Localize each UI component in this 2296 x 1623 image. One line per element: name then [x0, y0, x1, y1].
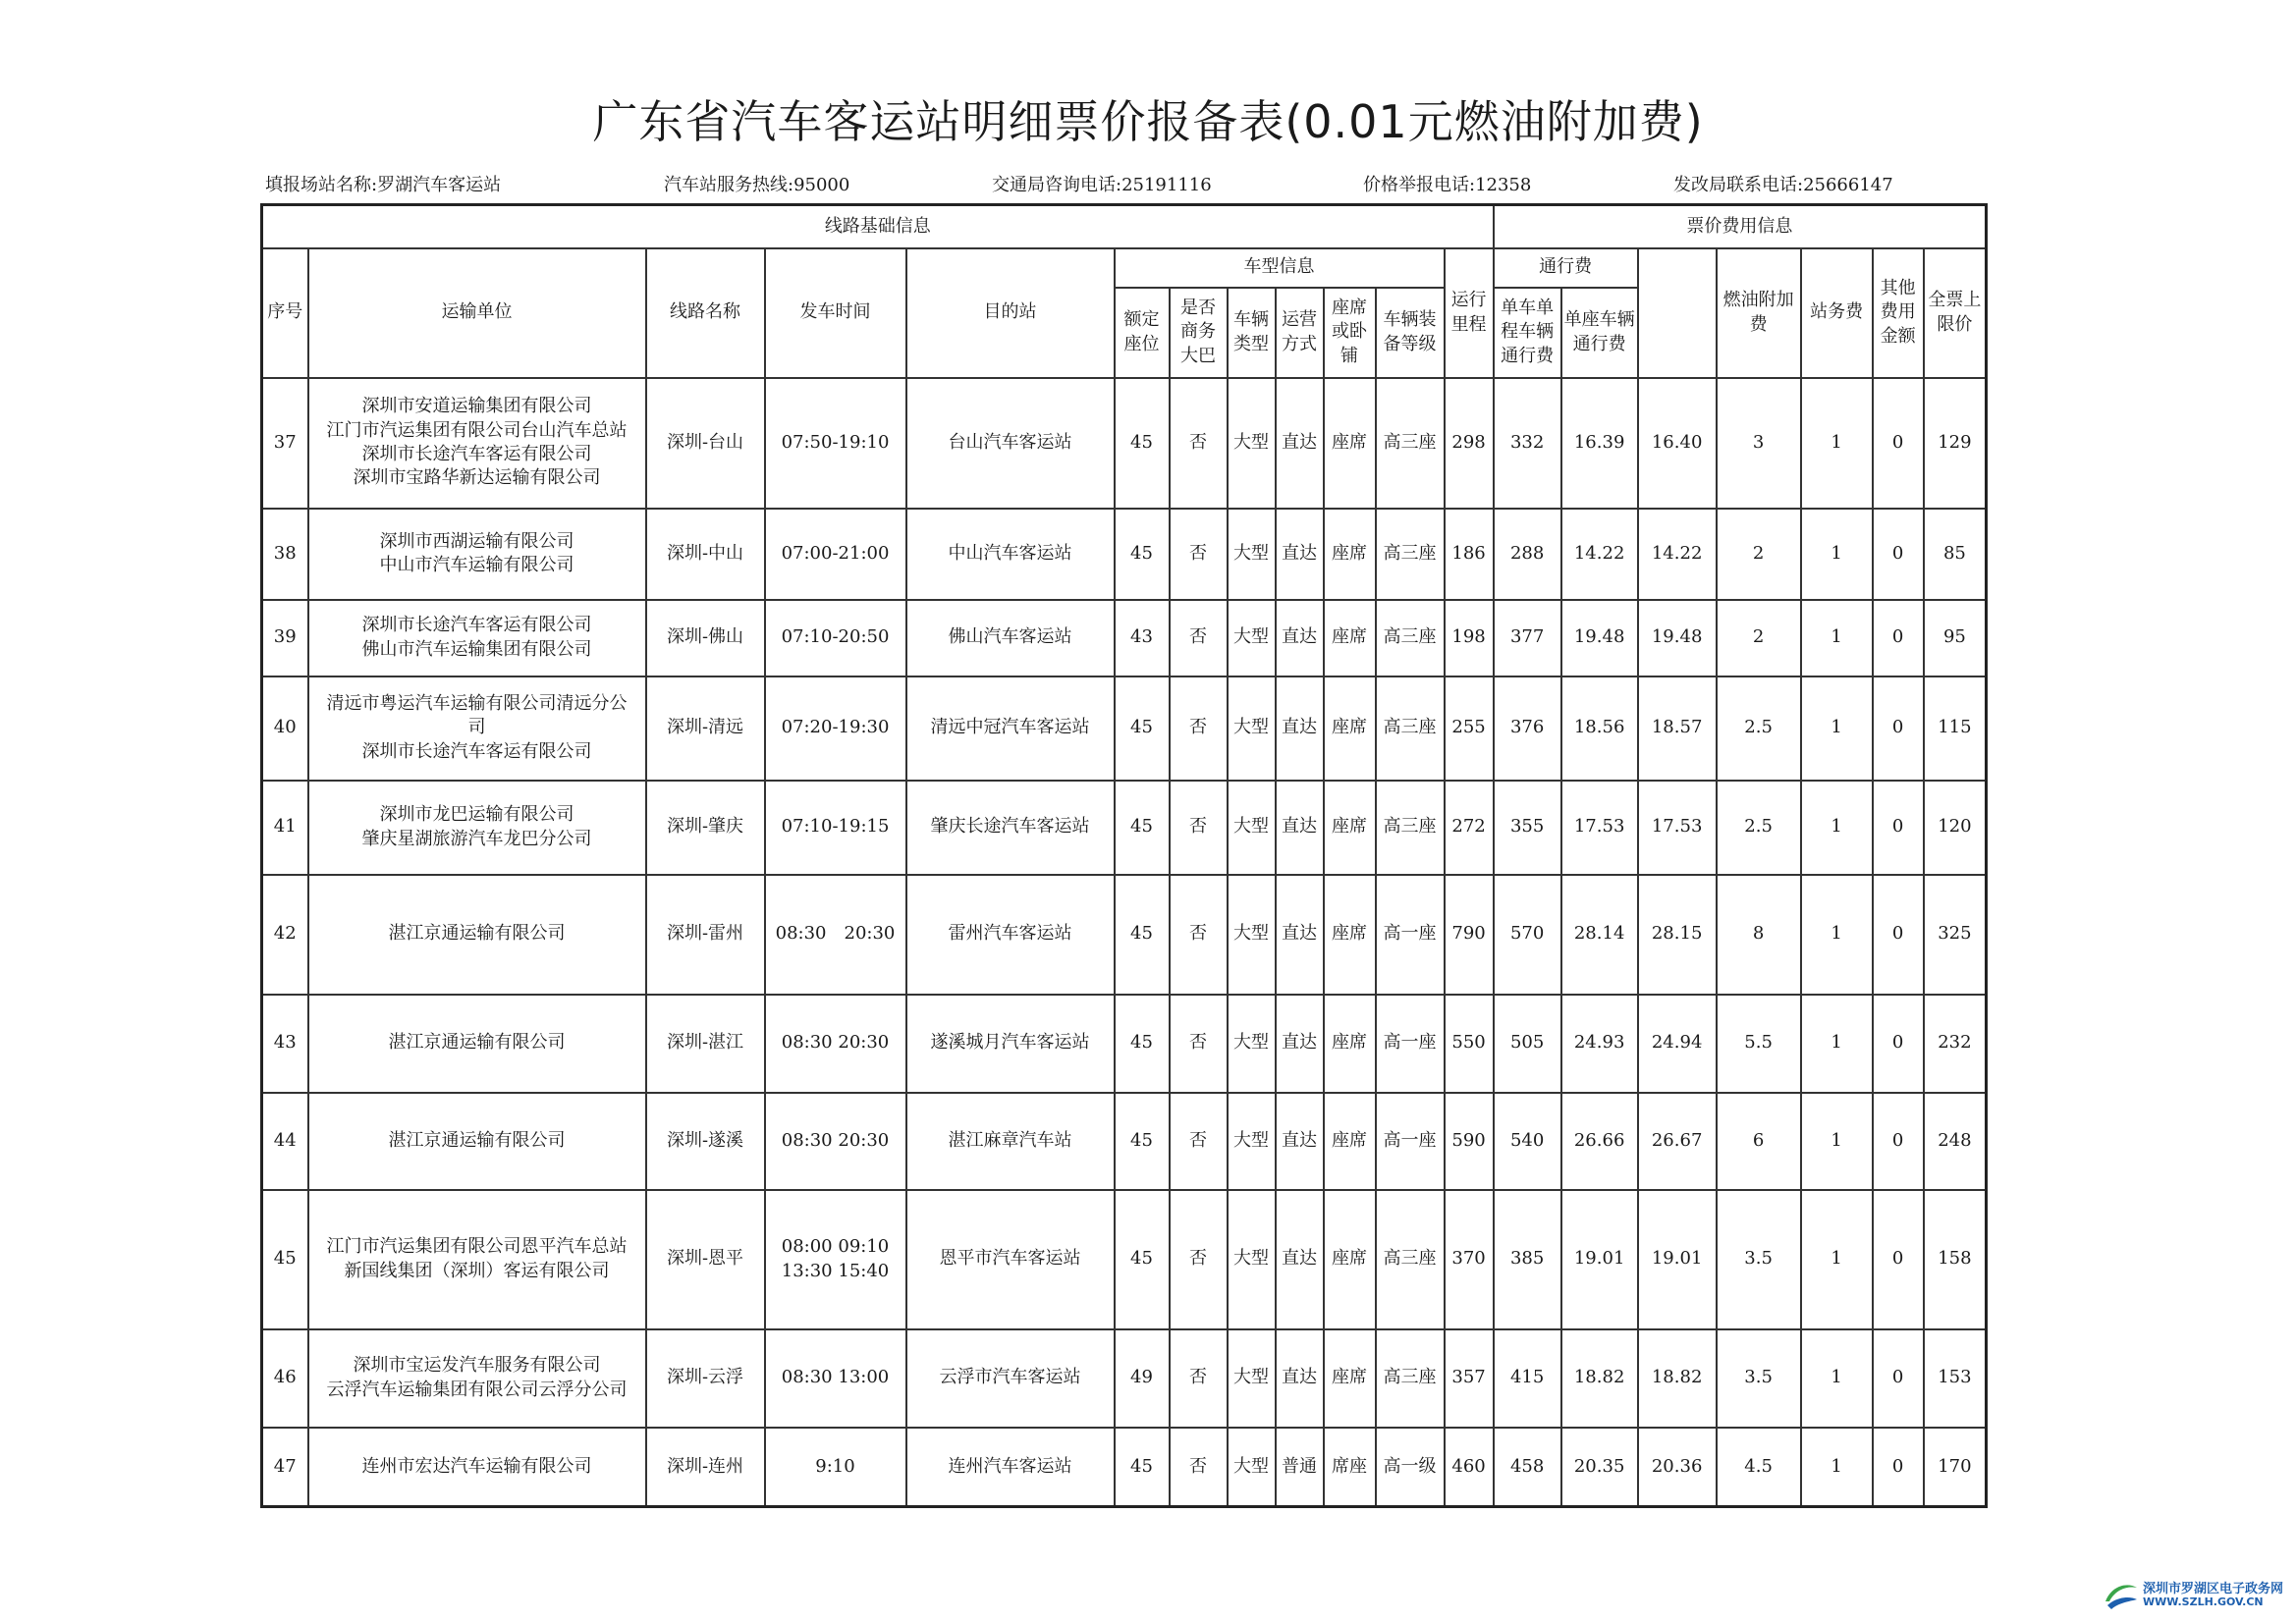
depart-time-cell	[765, 1093, 906, 1190]
other-fee-cell: 0	[1873, 509, 1924, 600]
depart-time-cell	[765, 1190, 906, 1329]
depart-time-cell	[765, 600, 906, 676]
company-cell	[308, 1329, 646, 1428]
toll-vehicle-cell: 505	[1494, 995, 1561, 1093]
full-fare-cell: 120	[1924, 781, 1987, 875]
station-fee-cell: 1	[1801, 781, 1873, 875]
seat-berth-cell: 座席	[1324, 875, 1376, 995]
mileage-cell: 370	[1445, 1190, 1494, 1329]
station-fee-header: 站务费	[1801, 248, 1873, 378]
operation-cell: 普通	[1276, 1428, 1324, 1507]
cell-line: 湛江京通运输有限公司	[388, 1032, 566, 1054]
seat-berth-cell: 座席	[1324, 781, 1376, 875]
seq-cell: 44	[262, 1093, 308, 1190]
seq-cell: 37	[262, 378, 308, 509]
cell-line: 深圳市安道运输集团有限公司	[361, 396, 592, 417]
cell-line: 07:10-19:15	[781, 816, 890, 838]
toll-vehicle-cell: 540	[1494, 1093, 1561, 1190]
toll-extra-cell: 28.15	[1638, 875, 1717, 995]
cell-line: 中山市汽车运输有限公司	[379, 555, 574, 575]
mileage-cell: 298	[1445, 378, 1494, 509]
toll-extra-cell: 18.57	[1638, 676, 1717, 781]
other-fee-cell: 0	[1873, 378, 1924, 509]
fuel-header: 燃油附加费	[1717, 248, 1801, 378]
cell-line: 云浮汽车运输集团有限公司云浮分公司	[326, 1379, 628, 1400]
depart-time-cell	[765, 509, 906, 600]
cell-line: 深圳市西湖运输有限公司	[379, 530, 574, 552]
destination-cell: 恩平市汽车客运站	[906, 1190, 1115, 1329]
cell-line: 08:00 09:10	[781, 1236, 890, 1258]
fuel-surcharge-cell: 5.5	[1717, 995, 1801, 1093]
toll-seat-cell: 17.53	[1561, 781, 1638, 875]
toll-extra-cell: 17.53	[1638, 781, 1717, 875]
toll-vehicle-cell: 377	[1494, 600, 1561, 676]
rated-seats-cell: 45	[1115, 1190, 1170, 1329]
rated-seats-cell: 45	[1115, 781, 1170, 875]
cell-line: 08:30 20:30	[781, 1032, 890, 1054]
vehicle-type-cell: 大型	[1228, 1428, 1276, 1507]
vehicle-type-cell: 大型	[1228, 1190, 1276, 1329]
seq-cell: 39	[262, 600, 308, 676]
full-fare-cell: 232	[1924, 995, 1987, 1093]
page-title: 广东省汽车客运站明细票价报备表(0.01元燃油附加费)	[592, 95, 1704, 148]
route-cell: 深圳-湛江	[646, 995, 765, 1093]
grade-cell: 高三座	[1376, 1190, 1445, 1329]
seq-cell: 46	[262, 1329, 308, 1428]
cell-line: 08:30 20:30	[781, 1129, 890, 1151]
destination-cell: 清远中冠汽车客运站	[906, 676, 1115, 781]
rated-seats-header: 额定座位	[1115, 288, 1170, 378]
logo-text-cn: 深圳市罗湖区电子政务网	[2143, 1582, 2284, 1596]
company-cell	[308, 1093, 646, 1190]
business-bus-cell: 否	[1170, 875, 1228, 995]
grade-cell: 高三座	[1376, 676, 1445, 781]
fuel-surcharge-cell: 4.5	[1717, 1428, 1801, 1507]
route-cell: 深圳-清远	[646, 676, 765, 781]
rated-seats-cell: 45	[1115, 995, 1170, 1093]
cell-line: 深圳市长途汽车客运有限公司	[361, 615, 592, 636]
toll-vehicle-cell: 415	[1494, 1329, 1561, 1428]
route-cell: 深圳-雷州	[646, 875, 765, 995]
mileage-cell: 550	[1445, 995, 1494, 1093]
depart-time-cell	[765, 781, 906, 875]
business-bus-cell: 否	[1170, 1093, 1228, 1190]
hotline-info: 汽车站服务热线:95000	[664, 175, 850, 195]
depart-time-cell	[765, 995, 906, 1093]
seat-berth-cell: 座席	[1324, 509, 1376, 600]
toll-seat-cell: 18.82	[1561, 1329, 1638, 1428]
toll-extra-cell: 19.01	[1638, 1190, 1717, 1329]
full-fare-cell: 153	[1924, 1329, 1987, 1428]
seq-cell: 45	[262, 1190, 308, 1329]
cell-line: 司	[467, 717, 486, 738]
route-header: 线路名称	[646, 248, 765, 378]
mileage-cell: 198	[1445, 600, 1494, 676]
route-cell: 深圳-肇庆	[646, 781, 765, 875]
cell-line: 肇庆星湖旅游汽车龙巴分公司	[361, 828, 592, 849]
grade-cell: 高三座	[1376, 378, 1445, 509]
grade-cell: 高一座	[1376, 995, 1445, 1093]
other-fee-cell: 0	[1873, 676, 1924, 781]
operation-cell: 直达	[1276, 509, 1324, 600]
grade-cell: 高一级	[1376, 1428, 1445, 1507]
cell-line: 清远市粤运汽车运输有限公司清远分公	[326, 693, 628, 715]
operation-cell: 直达	[1276, 781, 1324, 875]
business-bus-cell: 否	[1170, 509, 1228, 600]
grade-cell: 高三座	[1376, 1329, 1445, 1428]
destination-cell: 台山汽车客运站	[906, 378, 1115, 509]
toll-seat-cell: 19.01	[1561, 1190, 1638, 1329]
full-fare-cell: 129	[1924, 378, 1987, 509]
toll-vehicle-cell: 458	[1494, 1428, 1561, 1507]
cell-line: 佛山市汽车运输集团有限公司	[361, 638, 592, 660]
seq-cell: 41	[262, 781, 308, 875]
company-cell	[308, 378, 646, 509]
company-cell	[308, 1428, 646, 1507]
grade-cell: 高一座	[1376, 875, 1445, 995]
vehicle-type-cell: 大型	[1228, 676, 1276, 781]
grade-cell: 高三座	[1376, 509, 1445, 600]
full-fare-cell: 170	[1924, 1428, 1987, 1507]
fare-table	[260, 203, 1988, 1508]
toll-seat-cell: 26.66	[1561, 1093, 1638, 1190]
vehicle-type-cell: 大型	[1228, 378, 1276, 509]
seat-berth-header: 座席或卧铺	[1324, 288, 1376, 378]
operation-header: 运营方式	[1276, 288, 1324, 378]
vehicle-type-cell: 大型	[1228, 1329, 1276, 1428]
depart-time-cell	[765, 378, 906, 509]
mileage-cell: 272	[1445, 781, 1494, 875]
toll-seat-cell: 24.93	[1561, 995, 1638, 1093]
route-cell: 深圳-佛山	[646, 600, 765, 676]
rated-seats-cell: 45	[1115, 676, 1170, 781]
cell-line: 连州市宏达汽车运输有限公司	[361, 1455, 592, 1477]
cell-line: 08:30 13:00	[781, 1367, 890, 1388]
cell-line: 江门市汽运集团有限公司台山汽车总站	[326, 419, 628, 441]
rated-seats-cell: 43	[1115, 600, 1170, 676]
toll-extra-cell: 26.67	[1638, 1093, 1717, 1190]
seq-header: 序号	[262, 248, 308, 378]
rated-seats-cell: 49	[1115, 1329, 1170, 1428]
fuel-surcharge-cell: 3	[1717, 378, 1801, 509]
fuel-surcharge-cell: 2	[1717, 509, 1801, 600]
operation-cell: 直达	[1276, 995, 1324, 1093]
toll-vehicle-header: 单车单程车辆通行费	[1494, 288, 1561, 378]
full-fare-header: 全票上限价	[1924, 248, 1987, 378]
fuel-surcharge-cell: 6	[1717, 1093, 1801, 1190]
toll-seat-cell: 20.35	[1561, 1428, 1638, 1507]
rated-seats-cell: 45	[1115, 378, 1170, 509]
toll-seat-cell: 14.22	[1561, 509, 1638, 600]
seq-cell: 40	[262, 676, 308, 781]
business-bus-cell: 否	[1170, 676, 1228, 781]
station-fee-cell: 1	[1801, 1190, 1873, 1329]
vehicle-group-header: 车型信息	[1115, 248, 1445, 288]
seat-berth-cell: 座席	[1324, 1190, 1376, 1329]
cell-line: 湛江京通运输有限公司	[388, 923, 566, 945]
mileage-cell: 590	[1445, 1093, 1494, 1190]
station-fee-cell: 1	[1801, 676, 1873, 781]
vehicle-type-cell: 大型	[1228, 875, 1276, 995]
grade-cell: 高三座	[1376, 600, 1445, 676]
cell-line: 湛江京通运输有限公司	[388, 1129, 566, 1151]
business-bus-cell: 否	[1170, 378, 1228, 509]
full-fare-cell: 325	[1924, 875, 1987, 995]
other-fee-cell: 0	[1873, 1428, 1924, 1507]
cell-line: 07:10-20:50	[781, 626, 890, 648]
full-fare-cell: 115	[1924, 676, 1987, 781]
mileage-cell: 255	[1445, 676, 1494, 781]
toll-vehicle-cell: 570	[1494, 875, 1561, 995]
other-fee-cell: 0	[1873, 1329, 1924, 1428]
seq-cell: 43	[262, 995, 308, 1093]
toll-seat-cell: 28.14	[1561, 875, 1638, 995]
station-fee-cell: 1	[1801, 995, 1873, 1093]
section-route-header: 线路基础信息	[262, 205, 1494, 248]
other-fee-cell: 0	[1873, 875, 1924, 995]
table-row	[262, 1190, 1987, 1329]
company-header: 运输单位	[308, 248, 646, 378]
cell-line: 深圳市长途汽车客运有限公司	[361, 740, 592, 762]
destination-cell: 佛山汽车客运站	[906, 600, 1115, 676]
table-row	[262, 1329, 1987, 1428]
operation-cell: 直达	[1276, 1329, 1324, 1428]
destination-cell: 遂溪城月汽车客运站	[906, 995, 1115, 1093]
toll-vehicle-cell: 385	[1494, 1190, 1561, 1329]
depart-time-cell	[765, 1329, 906, 1428]
business-bus-cell: 否	[1170, 600, 1228, 676]
depart-time-cell	[765, 875, 906, 995]
business-bus-cell: 否	[1170, 995, 1228, 1093]
station-fee-cell: 1	[1801, 1329, 1873, 1428]
station-fee-cell: 1	[1801, 875, 1873, 995]
site-logo	[2102, 1576, 2296, 1615]
fuel-surcharge-cell: 2	[1717, 600, 1801, 676]
business-bus-header: 是否商务大巴	[1170, 288, 1228, 378]
table-row	[262, 600, 1987, 676]
fare-table-body	[262, 378, 1987, 1507]
table-row	[262, 781, 1987, 875]
company-cell	[308, 781, 646, 875]
fuel-surcharge-cell: 3.5	[1717, 1329, 1801, 1428]
station-fee-cell: 1	[1801, 509, 1873, 600]
logo-text-url: WWW.SZLH.GOV.CN	[2143, 1596, 2264, 1608]
seat-berth-cell: 座席	[1324, 995, 1376, 1093]
table-row	[262, 676, 1987, 781]
cell-line: 江门市汽运集团有限公司恩平汽车总站	[326, 1236, 628, 1258]
table-row	[262, 378, 1987, 509]
destination-cell: 中山汽车客运站	[906, 509, 1115, 600]
other-fee-cell: 0	[1873, 995, 1924, 1093]
fuel-surcharge-cell: 2.5	[1717, 781, 1801, 875]
section-fare-header: 票价费用信息	[1494, 205, 1987, 248]
vehicle-type-cell: 大型	[1228, 600, 1276, 676]
toll-vehicle-cell: 376	[1494, 676, 1561, 781]
route-cell: 深圳-台山	[646, 378, 765, 509]
seq-cell: 42	[262, 875, 308, 995]
company-cell	[308, 676, 646, 781]
fuel-surcharge-cell: 3.5	[1717, 1190, 1801, 1329]
vehicle-type-cell: 大型	[1228, 1093, 1276, 1190]
vehicle-type-cell: 大型	[1228, 781, 1276, 875]
logo-icon	[2102, 1576, 2141, 1615]
company-cell	[308, 509, 646, 600]
destination-cell: 肇庆长途汽车客运站	[906, 781, 1115, 875]
seq-cell: 38	[262, 509, 308, 600]
mileage-cell: 790	[1445, 875, 1494, 995]
station-fee-cell: 1	[1801, 1093, 1873, 1190]
cell-line: 07:20-19:30	[781, 717, 890, 738]
route-cell: 深圳-连州	[646, 1428, 765, 1507]
toll-vehicle-cell: 332	[1494, 378, 1561, 509]
grade-header: 车辆装备等级	[1376, 288, 1445, 378]
seat-berth-cell: 席座	[1324, 1428, 1376, 1507]
rated-seats-cell: 45	[1115, 1093, 1170, 1190]
operation-cell: 直达	[1276, 378, 1324, 509]
price-report-info: 价格举报电话:12358	[1363, 175, 1532, 195]
route-cell: 深圳-恩平	[646, 1190, 765, 1329]
vehicle-type-header: 车辆类型	[1228, 288, 1276, 378]
cell-line: 新国线集团（深圳）客运有限公司	[344, 1260, 610, 1281]
toll-group-header: 通行费	[1494, 248, 1638, 288]
toll-extra-cell: 20.36	[1638, 1428, 1717, 1507]
seat-berth-cell: 座席	[1324, 378, 1376, 509]
cell-line: 深圳市宝路华新达运输有限公司	[353, 467, 601, 489]
blank-header	[1638, 248, 1717, 378]
mileage-header: 运行里程	[1445, 248, 1494, 378]
transport-phone-info: 交通局咨询电话:25191116	[992, 175, 1212, 195]
cell-line: 深圳市宝运发汽车服务有限公司	[353, 1355, 601, 1377]
cell-line: 13:30 15:40	[781, 1260, 890, 1281]
business-bus-cell: 否	[1170, 781, 1228, 875]
mileage-cell: 186	[1445, 509, 1494, 600]
route-cell: 深圳-云浮	[646, 1329, 765, 1428]
table-row	[262, 995, 1987, 1093]
rated-seats-cell: 45	[1115, 509, 1170, 600]
station-fee-cell: 1	[1801, 1428, 1873, 1507]
vehicle-type-cell: 大型	[1228, 509, 1276, 600]
seat-berth-cell: 座席	[1324, 600, 1376, 676]
full-fare-cell: 95	[1924, 600, 1987, 676]
vehicle-type-cell: 大型	[1228, 995, 1276, 1093]
station-fee-cell: 1	[1801, 600, 1873, 676]
cell-line: 深圳市龙巴运输有限公司	[379, 804, 574, 826]
destination-cell: 云浮市汽车客运站	[906, 1329, 1115, 1428]
table-row	[262, 509, 1987, 600]
toll-seat-cell: 18.56	[1561, 676, 1638, 781]
table-row	[262, 1093, 1987, 1190]
toll-seat-cell: 19.48	[1561, 600, 1638, 676]
toll-extra-cell: 24.94	[1638, 995, 1717, 1093]
depart-time-cell	[765, 676, 906, 781]
toll-vehicle-cell: 288	[1494, 509, 1561, 600]
destination-cell: 湛江麻章汽车站	[906, 1093, 1115, 1190]
toll-extra-cell: 16.40	[1638, 378, 1717, 509]
ndrc-phone-info: 发改局联系电话:25666147	[1673, 175, 1893, 195]
grade-cell: 高三座	[1376, 781, 1445, 875]
mileage-cell: 460	[1445, 1428, 1494, 1507]
full-fare-cell: 248	[1924, 1093, 1987, 1190]
full-fare-cell: 158	[1924, 1190, 1987, 1329]
operation-cell: 直达	[1276, 1093, 1324, 1190]
other-fee-cell: 0	[1873, 1093, 1924, 1190]
mileage-cell: 357	[1445, 1329, 1494, 1428]
station-name-info: 填报场站名称:罗湖汽车客运站	[265, 175, 502, 195]
business-bus-cell: 否	[1170, 1329, 1228, 1428]
toll-extra-cell: 14.22	[1638, 509, 1717, 600]
route-cell: 深圳-遂溪	[646, 1093, 765, 1190]
company-cell	[308, 600, 646, 676]
rated-seats-cell: 45	[1115, 1428, 1170, 1507]
fuel-surcharge-cell: 8	[1717, 875, 1801, 995]
depart-header: 发车时间	[765, 248, 906, 378]
destination-cell: 雷州汽车客运站	[906, 875, 1115, 995]
cell-line: 07:00-21:00	[781, 542, 890, 564]
operation-cell: 直达	[1276, 676, 1324, 781]
fuel-surcharge-cell: 2.5	[1717, 676, 1801, 781]
business-bus-cell: 否	[1170, 1428, 1228, 1507]
seat-berth-cell: 座席	[1324, 676, 1376, 781]
operation-cell: 直达	[1276, 875, 1324, 995]
rated-seats-cell: 45	[1115, 875, 1170, 995]
depart-time-cell	[765, 1428, 906, 1507]
other-fee-cell: 0	[1873, 600, 1924, 676]
toll-seat-cell: 16.39	[1561, 378, 1638, 509]
other-fee-header: 其他费用金额	[1873, 248, 1924, 378]
cell-line: 9:10	[815, 1455, 855, 1477]
company-cell	[308, 1190, 646, 1329]
other-fee-cell: 0	[1873, 1190, 1924, 1329]
toll-extra-cell: 19.48	[1638, 600, 1717, 676]
table-row	[262, 1428, 1987, 1507]
destination-cell: 连州汽车客运站	[906, 1428, 1115, 1507]
seat-berth-cell: 座席	[1324, 1329, 1376, 1428]
info-line	[0, 171, 2296, 198]
other-fee-cell: 0	[1873, 781, 1924, 875]
full-fare-cell: 85	[1924, 509, 1987, 600]
operation-cell: 直达	[1276, 1190, 1324, 1329]
grade-cell: 高一座	[1376, 1093, 1445, 1190]
company-cell	[308, 875, 646, 995]
seq-cell: 47	[262, 1428, 308, 1507]
cell-line: 07:50-19:10	[781, 431, 890, 453]
seat-berth-cell: 座席	[1324, 1093, 1376, 1190]
cell-line: 08:30 20:30	[775, 923, 896, 945]
route-cell: 深圳-中山	[646, 509, 765, 600]
operation-cell: 直达	[1276, 600, 1324, 676]
cell-line: 深圳市长途汽车客运有限公司	[361, 444, 592, 464]
toll-extra-cell: 18.82	[1638, 1329, 1717, 1428]
dest-header: 目的站	[906, 248, 1115, 378]
table-row	[262, 875, 1987, 995]
toll-vehicle-cell: 355	[1494, 781, 1561, 875]
toll-seat-header: 单座车辆通行费	[1561, 288, 1638, 378]
company-cell	[308, 995, 646, 1093]
business-bus-cell: 否	[1170, 1190, 1228, 1329]
station-fee-cell: 1	[1801, 378, 1873, 509]
